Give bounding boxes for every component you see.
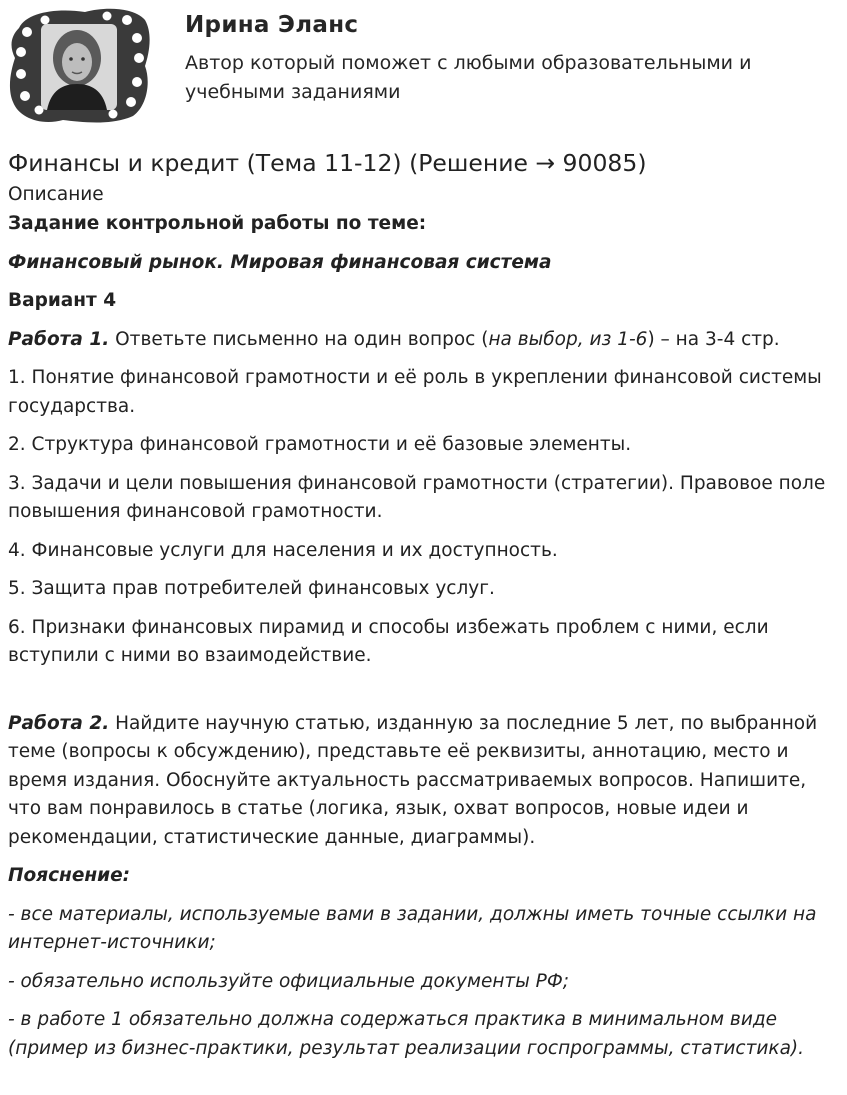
question-item: 4. Финансовые услуги для населения и их доступность.: [8, 539, 558, 561]
question-item: 5. Защита прав потребителей финансовых услуг.: [8, 578, 495, 599]
work1-label: Работа 1.: [8, 328, 110, 350]
author-description: Автор который поможет с любыми образовательными и учебными заданиями: [185, 52, 752, 103]
work1-text-after: ) – на 3-4 стр.: [647, 328, 780, 350]
description-label: Описание: [8, 184, 104, 205]
explanation-heading: Пояснение:: [8, 865, 131, 886]
author-avatar: [7, 6, 152, 126]
work2-text: Найдите научную статью, изданную за последние 5 лет, по выбранной теме (вопросы к обсуждению), представьте её реквизиты, аннотацию, место и время издания. Обоснуйте актуальность рассматриваемых вопросов. Напишите, что вам понравилось в статье (логика, язык, охват вопросов, новые идеи и рекомендации, статистические данные, диаграммы).: [8, 712, 818, 848]
author-header: [0, 0, 847, 130]
section-spacer: [8, 681, 840, 710]
work2-label: Работа 2.: [8, 712, 110, 734]
question-item: 2. Структура финансовой грамотности и её базовые элементы.: [8, 434, 632, 455]
explanation-item: - все материалы, используемые вами в задании, должны иметь точные ссылки на интернет-источники;: [8, 903, 817, 953]
task-topic: Финансовый рынок. Мировая финансовая система: [8, 251, 552, 273]
work1-italic: на выбор, из 1-6: [488, 328, 648, 350]
author-name: Ирина Эланс: [185, 12, 359, 38]
document-title: Финансы и кредит (Тема 11-12) (Решение → 90085): [8, 149, 647, 177]
question-item: 3. Задачи и цели повышения финансовой грамотности (стратегии). Правовое поле повышения финансовой грамотности.: [8, 472, 826, 522]
explanation-item: - обязательно используйте официальные документы РФ;: [8, 970, 569, 992]
work1-paragraph: [8, 326, 840, 355]
question-item: 6. Признаки финансовых пирамид и способы избежать проблем с ними, если вступили с ними во взаимодействие.: [8, 616, 769, 666]
work1-text-before: Ответьте письменно на один вопрос (: [109, 328, 489, 350]
document-content: [8, 147, 840, 1073]
task-heading: Задание контрольной работы по теме:: [8, 213, 427, 234]
task-variant: Вариант 4: [8, 290, 117, 311]
explanation-item: - в работе 1 обязательно должна содержаться практика в минимальном виде (пример из бизнес-практики, результат реализации госпрограммы, статистика).: [8, 1009, 805, 1059]
question-item: 1. Понятие финансовой грамотности и её роль в укреплении финансовой системы государства.: [8, 367, 822, 417]
work2-paragraph: [8, 710, 840, 853]
